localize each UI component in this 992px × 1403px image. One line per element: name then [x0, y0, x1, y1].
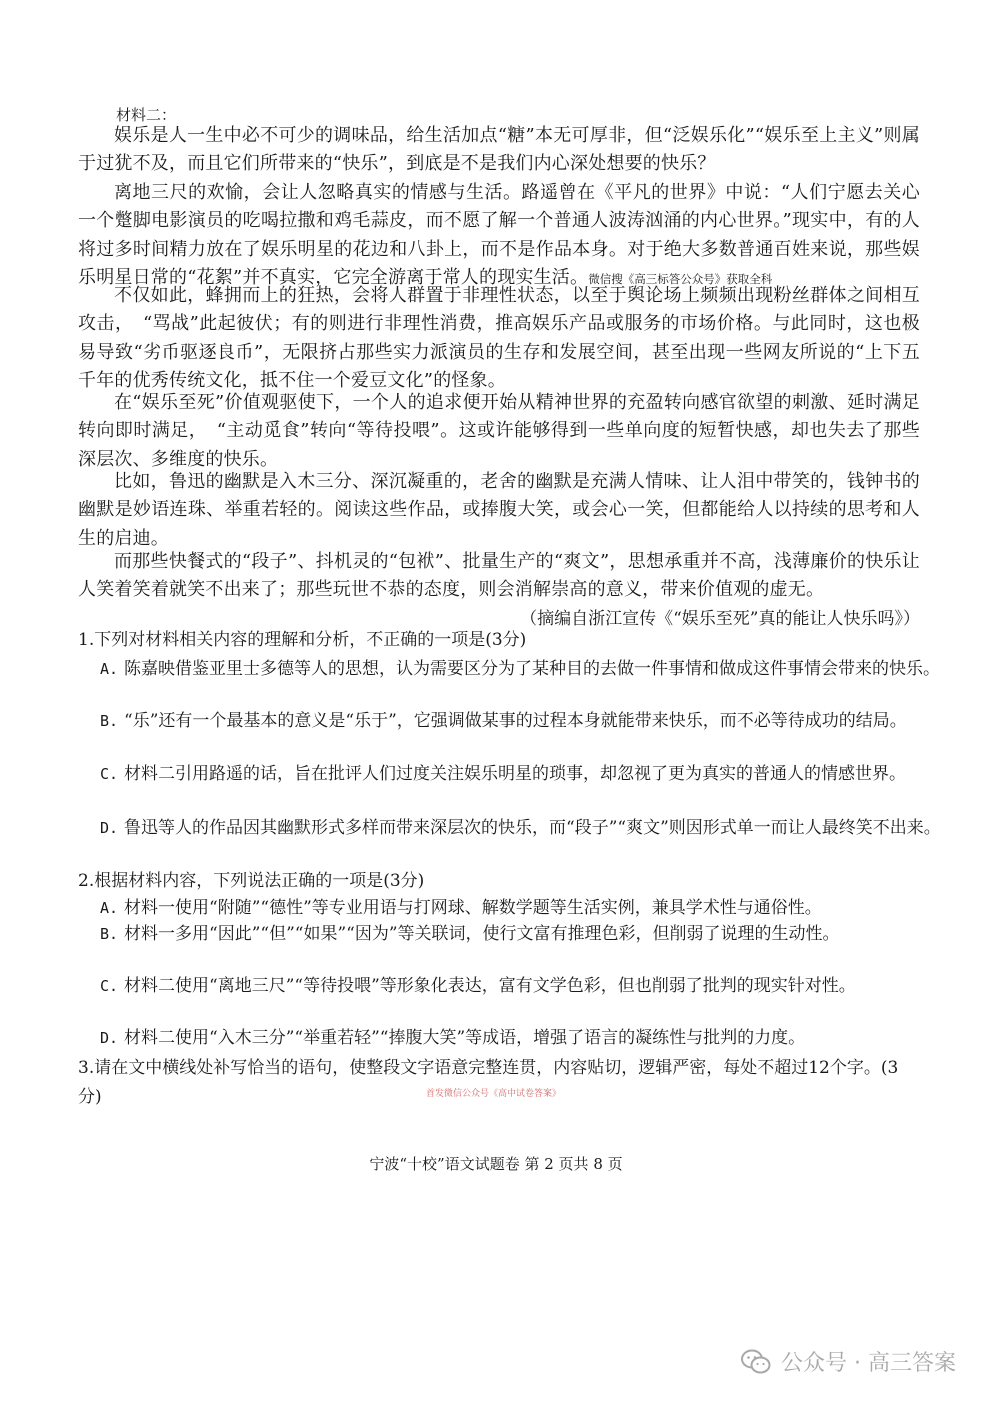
option-letter: A.	[100, 660, 119, 678]
red-watermark: 首发微信公众号《高中试卷答案》	[426, 1089, 562, 1099]
inline-watermark: 微信搜《高三标答公众号》获取全科	[588, 272, 773, 287]
page-footer: 宁波“十校”语文试题卷 第 2 页共 8 页	[369, 1155, 623, 1173]
question-1-stem: 1.下列对材料相关内容的理解和分析，不正确的一项是(3分)	[78, 630, 527, 650]
source-citation: （摘编自浙江宣传《“娱乐至死”真的能让人快乐吗》）	[520, 609, 920, 629]
option-letter: C.	[100, 977, 119, 995]
option-letter: A.	[100, 899, 119, 917]
question-1-option-b: B. “乐”还有一个最基本的意义是“乐于”，它强调做某事的过程本身就能带来快乐，而不必等待成功的结局。	[100, 707, 944, 736]
question-1-option-d: D. 鲁迅等人的作品因其幽默形式多样而带来深层次的快乐，而“段子”“爽文”则因形式单一而让人最终笑不出来。	[100, 814, 944, 843]
option-letter: B.	[100, 712, 119, 730]
option-letter: D.	[100, 1029, 119, 1047]
question-1-option-c: C. 材料二引用路遥的话，旨在批评人们过度关注娱乐明星的琐事，却忽视了更为真实的普通人的情感世界。	[100, 760, 944, 789]
material-heading: 材料二：	[116, 106, 177, 124]
paragraph-5: 比如，鲁迅的幽默是入木三分、深沉凝重的，老舍的幽默是充满人情味、让人泪中带笑的，钱钟书的幽默是妙语连珠、举重若轻的。阅读这些作品，或捧腹大笑，或会心一笑，但都能给人以持续的思考和人生的启迪。	[78, 471, 920, 549]
question-2-option-b: B. 材料一多用“因此”“但”“如果”“因为”等关联词，使行文富有推理色彩，但削弱了说理的生动性。	[100, 920, 944, 949]
paragraph-2: 离地三尺的欢愉，会让人忽略真实的情感与生活。路遥曾在《平凡的世界》中说：“人们宁愿去关心一个蹩脚电影演员的吃喝拉撒和鸡毛蒜皮，而不愿了解一个普通人波涛汹涌的内心世界。”现实中，有的人将过多时间精力放在了娱乐明星的花边和八卦上，而不是作品本身。对于绝大多数普通百姓来说，那些娱乐明星日常的“花絮”并不真实，它完全游离于常人的现实生活。微信搜《高三标答公众号》获取全科	[78, 182, 920, 289]
option-letter: C.	[100, 765, 119, 783]
option-letter: D.	[100, 819, 119, 837]
paragraph-6: 而那些快餐式的“段子”、抖机灵的“包袱”、批量生产的“爽文”，思想承重并不高，浅薄廉价的快乐让人笑着笑着就笑不出来了；那些玩世不恭的态度，则会消解崇高的意义，带来价值观的虚无。	[78, 551, 920, 601]
question-2-stem: 2.根据材料内容，下列说法正确的一项是(3分)	[78, 871, 425, 891]
paragraph-4: 在“娱乐至死”价值观驱使下，一个人的追求便开始从精神世界的充盈转向感官欲望的刺激、延时满足转向即时满足， “主动觅食”转向“等待投喂”。这或许能够得到一些单向度的短暂快感，却也失去了那些深层次、多维度的快乐。	[78, 392, 920, 470]
question-2-option-c: C. 材料二使用“离地三尺”“等待投喂”等形象化表达，富有文学色彩，但也削弱了批判的现实针对性。	[100, 972, 944, 1001]
paragraph-1: 娱乐是人一生中必不可少的调味品，给生活加点“糖”本无可厚非，但“泛娱乐化”“娱乐至上主义”则属于过犹不及，而且它们所带来的“快乐”，到底是不是我们内心深处想要的快乐？	[78, 125, 920, 175]
question-2-option-d: D. 材料二使用“入木三分”“举重若轻”“捧腹大笑”等成语，增强了语言的凝练性与批判的力度。	[100, 1024, 944, 1053]
account-badge	[741, 1346, 956, 1377]
paragraph-3: 不仅如此，蜂拥而上的狂热，会将人群置于非理性状态，以至于舆论场上频频出现粉丝群体之间相互攻击， “骂战”此起彼伏；有的则进行非理性消费，推高娱乐产品或服务的市场价格。与此同时，这也极易导致“劣币驱逐良币”，无限挤占那些实力派演员的生存和发展空间，甚至出现一些网友所说的“上下五千年的优秀传统文化，抵不住一个爱豆文化”的怪象。	[78, 285, 920, 392]
question-1-option-a: A. 陈嘉映借鉴亚里士多德等人的思想，认为需要区分为了某种目的去做一件事情和做成这件事情会带来的快乐。	[100, 655, 944, 684]
option-letter: B.	[100, 925, 119, 943]
question-2-option-a: A. 材料一使用“附随”“德性”等专业用语与打网球、解数学题等生活实例，兼具学术性与通俗性。	[100, 894, 944, 923]
account-label: 公众号 · 高三答案	[781, 1351, 956, 1376]
wechat-icon	[741, 1349, 771, 1375]
question-3-stem: 3.请在文中横线处补写恰当的语句，使整段文字语意完整连贯，内容贴切，逻辑严密，每处不超过12个字。(3分)	[78, 1058, 899, 1107]
